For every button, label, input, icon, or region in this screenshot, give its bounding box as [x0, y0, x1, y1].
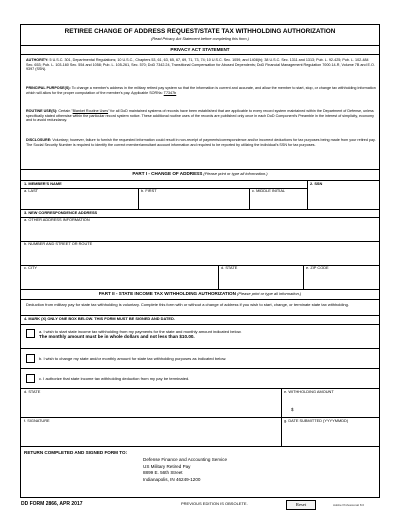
- previous-edition-note: PREVIOUS EDITION IS OBSOLETE.: [181, 501, 248, 506]
- option-b-change-withholding: [26, 354, 376, 364]
- divider: [21, 368, 379, 369]
- street-field[interactable]: [24, 248, 378, 262]
- divider: [249, 188, 250, 209]
- purpose-paragraph: [26, 86, 376, 95]
- option-a-text: [39, 329, 369, 340]
- street-label: b. NUMBER AND STREET OR ROUTE: [24, 241, 93, 246]
- disclosure-label: DISCLOSURE:: [26, 138, 52, 142]
- withholding-intro: Deduction from military pay for state tax withholding is voluntary. Complete this form with or without a change of address if you wish to start, change, or terminate state tax withholding.: [26, 302, 349, 307]
- date-submitted-field[interactable]: [284, 426, 378, 444]
- middle-initial-label: c. MIDDLE INITIAL: [252, 188, 286, 193]
- ssn-field[interactable]: [310, 189, 378, 207]
- zip-code-field[interactable]: [306, 272, 378, 286]
- middle-initial-field[interactable]: [252, 195, 305, 207]
- return-to-heading: RETURN COMPLETED AND SIGNED FORM TO:: [24, 450, 128, 455]
- reset-button[interactable]: Reset: [286, 500, 316, 510]
- divider: [21, 324, 379, 325]
- routine-text-2: " for all DoD maintained systems of records have been established that are applicable to every record system maintained within the Department of Defense, unless specifically stated otherwise within the particular record system notice. These additional routine uses of the records are published only once in each DoD Component's Preamble in the interest of simplicity, economy and to avoid redundancy.: [26, 109, 374, 123]
- divider: [21, 45, 379, 46]
- return-address: [143, 457, 227, 484]
- return-address-line3: 8899 E. 56th Street: [143, 470, 183, 476]
- withholding-amount-field[interactable]: $: [291, 407, 294, 412]
- part1-note: (Please print or type all information.): [202, 171, 268, 176]
- part2-note: (Please print or type all information.): [235, 291, 302, 296]
- blanket-routine-uses-link[interactable]: Blanket Routine Uses: [72, 109, 109, 113]
- mark-one-box-instruction: 4. MARK (X) ONLY ONE BOX BELOW. THIS FORM MUST BE SIGNED AND DATED.: [24, 316, 175, 321]
- divider: [21, 348, 379, 349]
- routine-text-1: Certain ": [57, 109, 73, 113]
- last-name-field[interactable]: [24, 195, 136, 207]
- form-subtitle: (Read Privacy Act Statement before completing this form.): [151, 37, 249, 41]
- privacy-act-heading: PRIVACY ACT STATEMENT: [170, 47, 230, 52]
- city-label: c. CITY: [24, 265, 37, 270]
- option-a-line1: a. I wish to start state income tax withholding from my payments for the state and monthly amount indicated below.: [39, 329, 242, 334]
- routine-use-paragraph: [26, 109, 376, 123]
- member-name-label: 1. MEMBER'S NAME: [24, 181, 62, 186]
- divider: [21, 169, 379, 170]
- option-a-checkbox[interactable]: [26, 329, 35, 338]
- signature-label: f. SIGNATURE: [24, 418, 50, 423]
- date-submitted-label: g. DATE SUBMITTED (YYYYMMDD): [284, 418, 349, 423]
- dd-form-2866: [20, 24, 380, 507]
- state-label: d. STATE: [221, 265, 238, 270]
- state-field[interactable]: [221, 272, 301, 286]
- option-c-text: c. I authorize that state income tax withholding deduction from my pay be terminated.: [39, 376, 190, 381]
- part1-heading: [21, 171, 379, 177]
- first-name-label: b. FIRST: [141, 188, 157, 193]
- new-address-label: 3. NEW CORRESPONDENCE ADDRESS: [24, 210, 98, 215]
- option-c-terminate-withholding: [26, 374, 376, 384]
- return-address-line2: US Military Retired Pay: [143, 463, 191, 469]
- option-b-text: b. I wish to change my state and/or monthly amount for state tax withholding purposes as indicated below.: [39, 356, 227, 361]
- part2-title: PART II - STATE INCOME TAX WITHHOLDING AUTHORIZATION: [98, 291, 236, 296]
- routine-label: ROUTINE USE(S):: [26, 109, 58, 113]
- first-name-field[interactable]: [141, 195, 247, 207]
- divider: [21, 289, 379, 290]
- last-name-label: a. LAST: [24, 188, 39, 193]
- tax-state-field[interactable]: [24, 397, 279, 415]
- signature-field[interactable]: [24, 426, 279, 444]
- option-c-checkbox[interactable]: [26, 374, 35, 383]
- option-a-start-withholding: [26, 329, 376, 347]
- ssn-label: 2. SSN: [310, 181, 323, 186]
- divider: [21, 446, 379, 447]
- other-address-label: a. OTHER ADDRESS INFORMATION: [24, 217, 90, 222]
- option-b-checkbox[interactable]: [26, 354, 35, 363]
- form-title: RETIREE CHANGE OF ADDRESS REQUEST/STATE TAX WITHHOLDING AUTHORIZATION: [64, 28, 336, 35]
- authority-paragraph: [26, 58, 376, 72]
- disclosure-paragraph: [26, 138, 376, 147]
- disclosure-text: Voluntary; however, failure to furnish the requested information could result in non-receipt of payments/correspondence and/or incorrect deductions for tax purposes being made from your retired pay. The Social Security Number is required to identify the correct member/annuitant account information and required to be reported by utilizing the individual's SSN for tax purposes.: [26, 138, 376, 147]
- zip-code-label: e. ZIP CODE: [306, 265, 329, 270]
- tax-state-label: d. STATE: [24, 389, 41, 394]
- purpose-label: PRINCIPAL PURPOSE(S):: [26, 86, 71, 90]
- software-note: Adobe Professional 8.0: [333, 503, 365, 507]
- withholding-amount-label: e. WITHHOLDING AMOUNT: [284, 389, 334, 394]
- return-address-line1: Defense Finance and Accounting Service: [143, 457, 228, 462]
- divider: [303, 265, 304, 289]
- other-address-field[interactable]: [24, 224, 378, 238]
- divider: [138, 188, 139, 209]
- city-field[interactable]: [24, 272, 216, 286]
- option-a-line2: The monthly amount must be in whole dollars and not less than $10.00.: [39, 334, 195, 340]
- purpose-text: To change a member's address in the military retired pay system so that the information is current and accurate, and allow the member to start, stop, or change tax withholding information which will allow for the proper computation of the member's pay. Applicable SORNs:: [26, 86, 376, 95]
- part2-heading: [21, 291, 379, 297]
- part1-title: PART I - CHANGE OF ADDRESS: [132, 171, 203, 176]
- divider: [21, 54, 379, 55]
- return-address-line4: Indianapolis, IN 46249-1200: [143, 476, 201, 482]
- divider: [21, 299, 379, 300]
- sorn-link[interactable]: T7347b: [163, 90, 177, 95]
- authority-label: AUTHORITY:: [26, 58, 49, 62]
- divider: [218, 265, 219, 289]
- authority-text: 5 U.S.C. 301, Departmental Regulations; 10 U.S.C., Chapters 53, 61, 63, 65, 67, 69, 71, 73, 74; 10 U.S.C. Sec. 1059, and 1408(h); 38 U.S.C. Sec. 1311 and 1313; Pub. L. 92-425; Pub. L. 102-484 Sec. 653; Pub. L. 103-160 Sec. 554 and 1058; Pub. L. 105-261, Sec. 570; DoD 7342.24, Transitional Compensation for Abused Dependents; DoD Financial Management Regulation 7000.14-R, Volume 7B and E.O. 9397 (SSN).: [26, 58, 375, 72]
- form-number: DD FORM 2866, APR 2017: [21, 501, 83, 507]
- divider: [307, 180, 308, 209]
- divider: [21, 180, 379, 181]
